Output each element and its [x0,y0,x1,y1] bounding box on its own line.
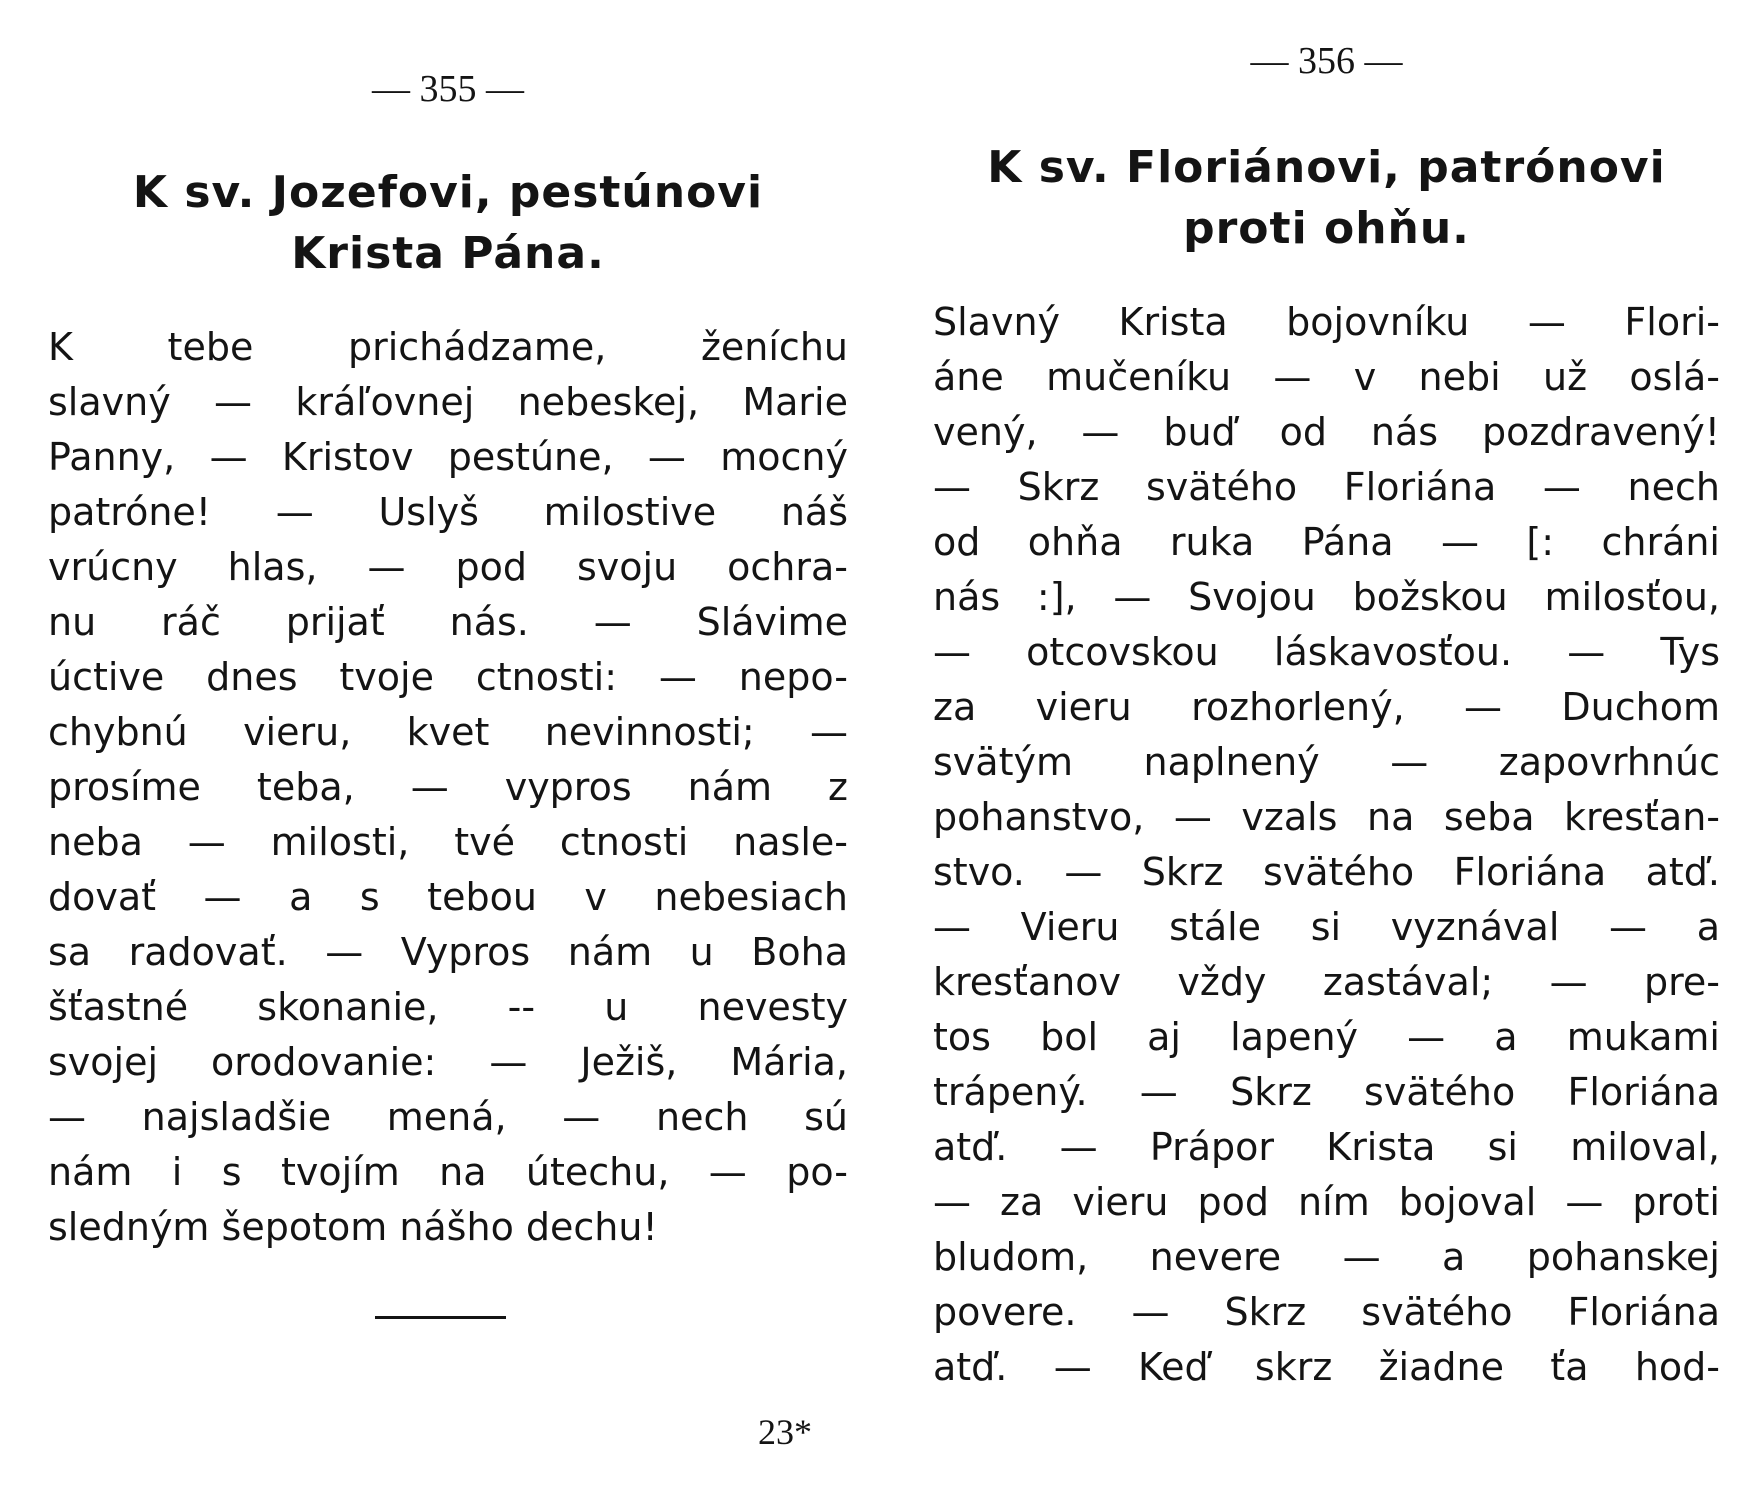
right-prayer-text [933,295,1720,1395]
text-line: svätým naplnený — zapovrhnúc [933,740,1720,784]
text-line: — za vieru pod ním bojoval — proti [933,1180,1720,1224]
left-page-number: — 355 — [372,68,524,110]
text-line: áne mučeníku — v nebi už oslá- [933,355,1720,399]
text-line: povere. — Skrz svätého Floriána [933,1290,1720,1334]
text-line: sledným šepotom nášho dechu! [48,1205,658,1249]
text-line: dovať — a s tebou v nebesiach [48,875,848,919]
left-title-line: Krista Pána. [291,228,605,279]
right-page-number: — 356 — [1250,40,1403,82]
text-line: nu ráč prijať nás. — Slávime [48,600,848,644]
text-line: Panny, — Kristov pestúne, — mocný [48,435,848,479]
text-line: patróne! — Uslyš milostive náš [48,490,848,534]
right-title-line: K sv. Floriánovi, patrónovi [987,142,1666,193]
text-line: pohanstvo, — vzals na seba kresťan- [933,795,1720,839]
text-line: nám i s tvojím na útechu, — po- [48,1150,848,1194]
text-line: svojej orodovanie: — Ježiš, Mária, [48,1040,848,1084]
text-line: kresťanov vždy zastával; — pre- [933,960,1720,1004]
text-line: sa radovať. — Vypros nám u Boha [48,930,848,974]
text-line: atď. — Keď skrz žiadne ťa hod- [933,1345,1720,1389]
text-line: trápený. — Skrz svätého Floriána [933,1070,1720,1114]
text-line: prosíme teba, — vypros nám z [48,765,848,809]
text-line: úctive dnes tvoje ctnosti: — nepo- [48,655,848,699]
text-line: nás :], — Svojou božskou milosťou, [933,575,1720,619]
text-line: — otcovskou láskavosťou. — Tys [933,630,1720,674]
right-prayer-title [933,137,1720,259]
right-page [933,0,1720,1500]
text-line: — najsladšie mená, — nech sú [48,1095,848,1139]
text-line: Slavný Krista bojovníku — Flori- [933,300,1720,344]
text-line: od ohňa ruka Pána — [: chráni [933,520,1720,564]
left-title-line: K sv. Jozefovi, pestúnovi [132,167,764,218]
text-line: šťastné skonanie, -- u nevesty [48,985,848,1029]
text-line: slavný — kráľovnej nebeskej, Marie [48,380,848,424]
text-line: atď. — Prápor Krista si miloval, [933,1125,1720,1169]
text-line: vrúcny hlas, — pod svoju ochra- [48,545,848,589]
printer-signature-mark: 23* [758,1412,812,1452]
text-line: neba — milosti, tvé ctnosti nasle- [48,820,848,864]
text-line: tos bol aj lapený — a mukami [933,1015,1720,1059]
right-title-line: proti ohňu. [1183,203,1470,254]
left-prayer-text [48,320,848,1255]
text-line: chybnú vieru, kvet nevinnosti; — [48,710,848,754]
text-line: — Vieru stále si vyznával — a [933,905,1720,949]
text-line: K tebe prichádzame, ženíchu [48,325,848,369]
left-page [48,0,848,1500]
text-line: bludom, nevere — a pohanskej [933,1235,1720,1279]
text-line: vený, — buď od nás pozdravený! [933,410,1720,454]
left-prayer-title [48,162,848,284]
text-line: za vieru rozhorlený, — Duchom [933,685,1720,729]
text-line: — Skrz svätého Floriána — nech [933,465,1720,509]
section-end-rule [375,1316,506,1319]
text-line: stvo. — Skrz svätého Floriána atď. [933,850,1720,894]
